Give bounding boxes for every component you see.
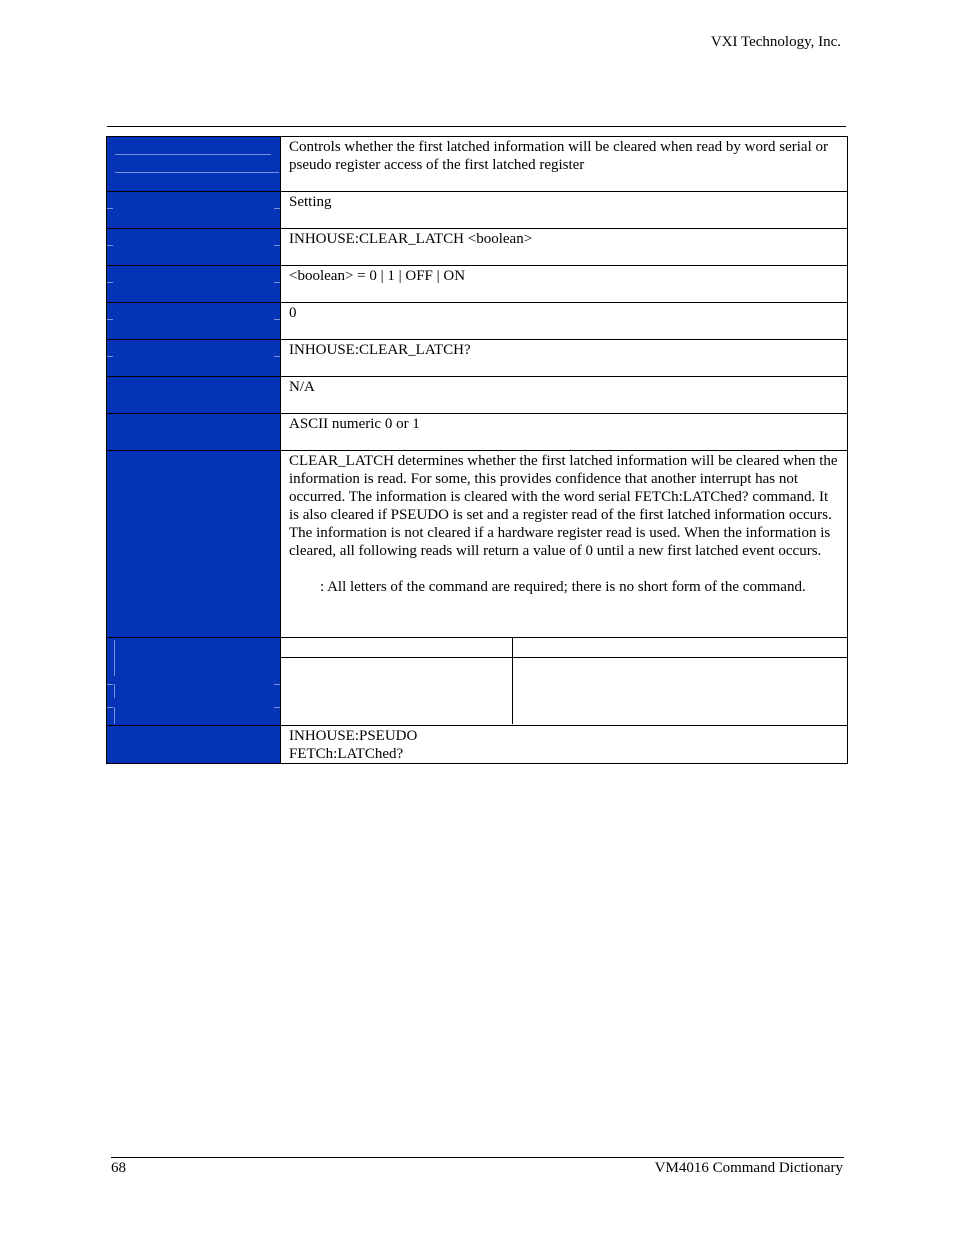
label-command-parameters — [107, 266, 281, 303]
description-note: : All letters of the command are required; there is no short form of the command. — [320, 579, 806, 595]
command-table — [106, 136, 848, 764]
examples-header-response — [513, 638, 848, 658]
label-examples — [107, 638, 281, 726]
label-reset-value — [107, 303, 281, 340]
label-related-commands — [107, 726, 281, 764]
row-type — [107, 192, 848, 229]
command-syntax-text: INHOUSE:CLEAR_LATCH <boolean> — [281, 229, 848, 266]
row-reset-value — [107, 303, 848, 340]
related-command-1: INHOUSE:PSEUDO — [289, 728, 418, 744]
description-text: CLEAR_LATCH determines whether the first latched information will be cleared when the information is read. For some, this provides confidence that another interrupt has not occurred. The information is cleared with the word serial FETCh:LATChed? command. It is also cleared if PSEUDO is set and a register read of the first latched information occurs. The information is not cleared if a hardware register read is used. When the information is cleared, all following reads will return a value of 0 until a new first latched event occurs. — [289, 453, 838, 559]
header-rule — [107, 126, 846, 127]
row-purpose — [107, 137, 848, 192]
label-query-syntax — [107, 340, 281, 377]
label-query-response — [107, 414, 281, 451]
related-commands-cell — [281, 726, 848, 764]
examples-cell — [281, 638, 848, 726]
row-query-syntax — [107, 340, 848, 377]
row-related-commands — [107, 726, 848, 764]
examples-table — [281, 638, 847, 724]
related-command-2: FETCh:LATChed? — [289, 746, 404, 762]
query-parameters-text: N/A — [281, 377, 848, 414]
query-response-text: ASCII numeric 0 or 1 — [281, 414, 848, 451]
description-cell — [281, 451, 848, 638]
examples-command-cell — [281, 658, 513, 725]
footer-rule — [111, 1157, 844, 1158]
command-parameters-text: <boolean> = 0 | 1 | OFF | ON — [281, 266, 848, 303]
row-description — [107, 451, 848, 638]
row-query-parameters — [107, 377, 848, 414]
row-command-syntax — [107, 229, 848, 266]
query-syntax-text: INHOUSE:CLEAR_LATCH? — [281, 340, 848, 377]
row-command-parameters — [107, 266, 848, 303]
purpose-text: Controls whether the first latched information will be cleared when read by word serial or pseudo register access of the first latched register — [281, 137, 848, 192]
label-type — [107, 192, 281, 229]
label-purpose — [107, 137, 281, 192]
row-query-response — [107, 414, 848, 451]
page-number: 68 — [111, 1160, 126, 1176]
examples-header-row — [281, 638, 847, 658]
label-query-parameters — [107, 377, 281, 414]
examples-response-cell — [513, 658, 848, 725]
label-command-syntax — [107, 229, 281, 266]
examples-header-command — [281, 638, 513, 658]
header-company-name: VXI Technology, Inc. — [710, 34, 841, 50]
label-description — [107, 451, 281, 638]
document-title: VM4016 Command Dictionary — [654, 1160, 843, 1176]
examples-body-row — [281, 658, 847, 725]
reset-value-text: 0 — [281, 303, 848, 340]
type-text: Setting — [281, 192, 848, 229]
row-examples — [107, 638, 848, 726]
